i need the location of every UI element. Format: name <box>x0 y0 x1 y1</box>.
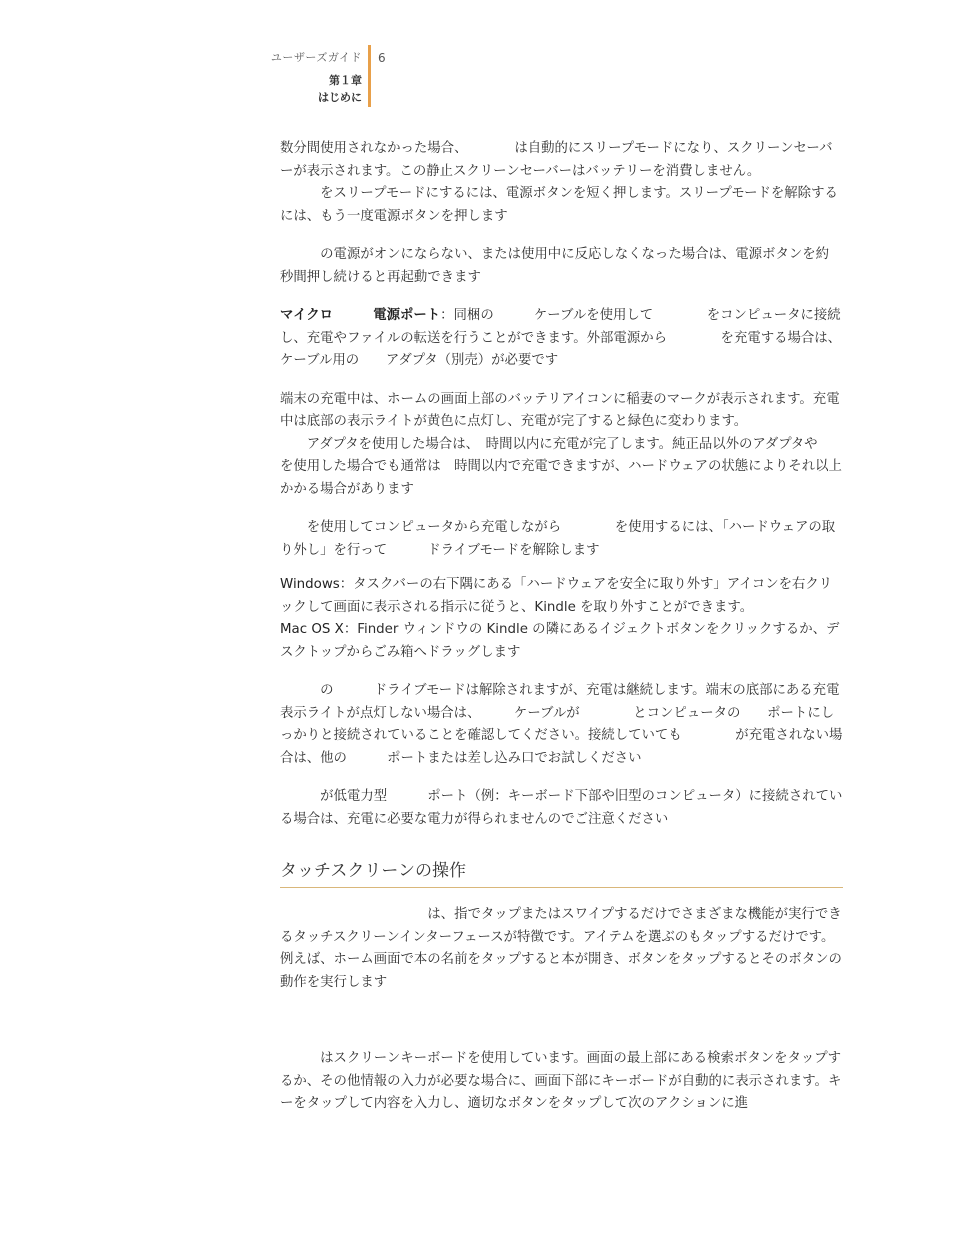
windows-text: ：タスクバーの右下隅にある「ハードウェアを安全に取り外す」アイコンを右クリックして画面に表示される指示に従うと、Kindle を取り外すことができます。 <box>280 577 833 615</box>
paragraph-touchscreen: は、指でタップまたはスワイプするだけでさまざまな機能が実行できるタッチスクリーンインターフェースが特徴です。アイテムを選ぶのもタップするだけです。例えば、ホーム画面で本の名前をタップすると本が開き、ボタンをタップするとそのボタンの動作を実行します <box>280 907 842 990</box>
running-header <box>271 50 362 106</box>
charging-time-text: アダプタを使用した場合は、 時間以内に充電が完了します。純正品以外のアダプタや を使用した場合でも通常は 時間以内で充電できますが、ハードウェアの状態によりそれ以上かかる場合があります <box>280 436 858 497</box>
usb-port-term: マイクロ 電源ポート <box>280 308 441 323</box>
header-accent-bar <box>368 45 371 107</box>
paragraph-restart: の電源がオンにならない、または使用中に反応しなくなった場合は、電源ボタンを約 秒間押し続けると再起動できます <box>280 247 856 285</box>
paragraph-sleep-mode <box>280 138 843 228</box>
charging-indicator-text: 端末の充電中は、ホームの画面上部のバッテリアイコンに稲妻のマークが表示されます。充電中は底部の表示ライトが黄色に点灯し、充電が完了すると緑色に変わります。 <box>280 391 840 429</box>
paragraph-keyboard: はスクリーンキーボードを使用しています。画面の最上部にある検索ボタンをタップするか、その他情報の入力が必要な場合に、画面下部にキーボードが自動的に表示されます。キーをタップして内容を入力し、適切なボタンをタップして次のアクションに進 <box>280 1051 842 1111</box>
paragraph-low-power: が低電力型 ポート（例：キーボード下部や旧型のコンピュータ）に接続されている場合は、充電に必要な電力が得られませんのでご注意ください <box>280 789 843 827</box>
page-number: 6 <box>378 51 386 65</box>
paragraph-drive-mode: を使用してコンピュータから充電しながら を使用するには、「ハードウェアの取り外し」を行って ドライブモードを解除します <box>280 520 836 558</box>
mac-text: ：Finder ウィンドウの Kindle の隣にあるイジェクトボタンをクリックするか、デスクトップからごみ箱へドラッグします <box>280 622 840 660</box>
mac-label: Mac OS X <box>280 622 344 637</box>
paragraph-charge-continue: の ドライブモードは解除されますが、充電は継続します。端末の底部にある充電表示ライトが点灯しない場合は、 ケーブルが とコンピュータの ポートにしっかりと接続されていることを確認してください。接続していても が充電されない場合は、他の ポートまたは差し込み口でお試しください <box>280 683 843 766</box>
sleep-mode-text: 数分間使用されなかった場合、 は自動的にスリープモードになり、スクリーンセーバーが表示されます。この静止スクリーンセーバーはバッテリーを消費しません。 <box>280 141 833 179</box>
paragraph-eject <box>280 574 843 664</box>
windows-label: Windows <box>280 577 340 592</box>
chapter-label: 第１章 <box>329 74 362 87</box>
sleep-mode-toggle-text: をスリープモードにするには、電源ボタンを短く押します。スリープモードを解除するには、もう一度電源ボタンを押します <box>280 186 838 224</box>
paragraph-usb-port <box>280 305 875 373</box>
section-label: はじめに <box>318 91 362 104</box>
paragraph-charging <box>280 389 858 502</box>
section-heading: タッチスクリーンの操作 <box>280 859 843 888</box>
guide-title: ユーザーズガイド <box>270 51 362 64</box>
usb-port-text: ：同梱の ケーブルを使用して をコンピュータに接続し、充電やファイルの転送を行うことができます。外部電源から を充電する場合は、 ケーブル用の アダプタ（別売）が必要です <box>280 308 875 368</box>
page-body <box>280 138 875 1116</box>
